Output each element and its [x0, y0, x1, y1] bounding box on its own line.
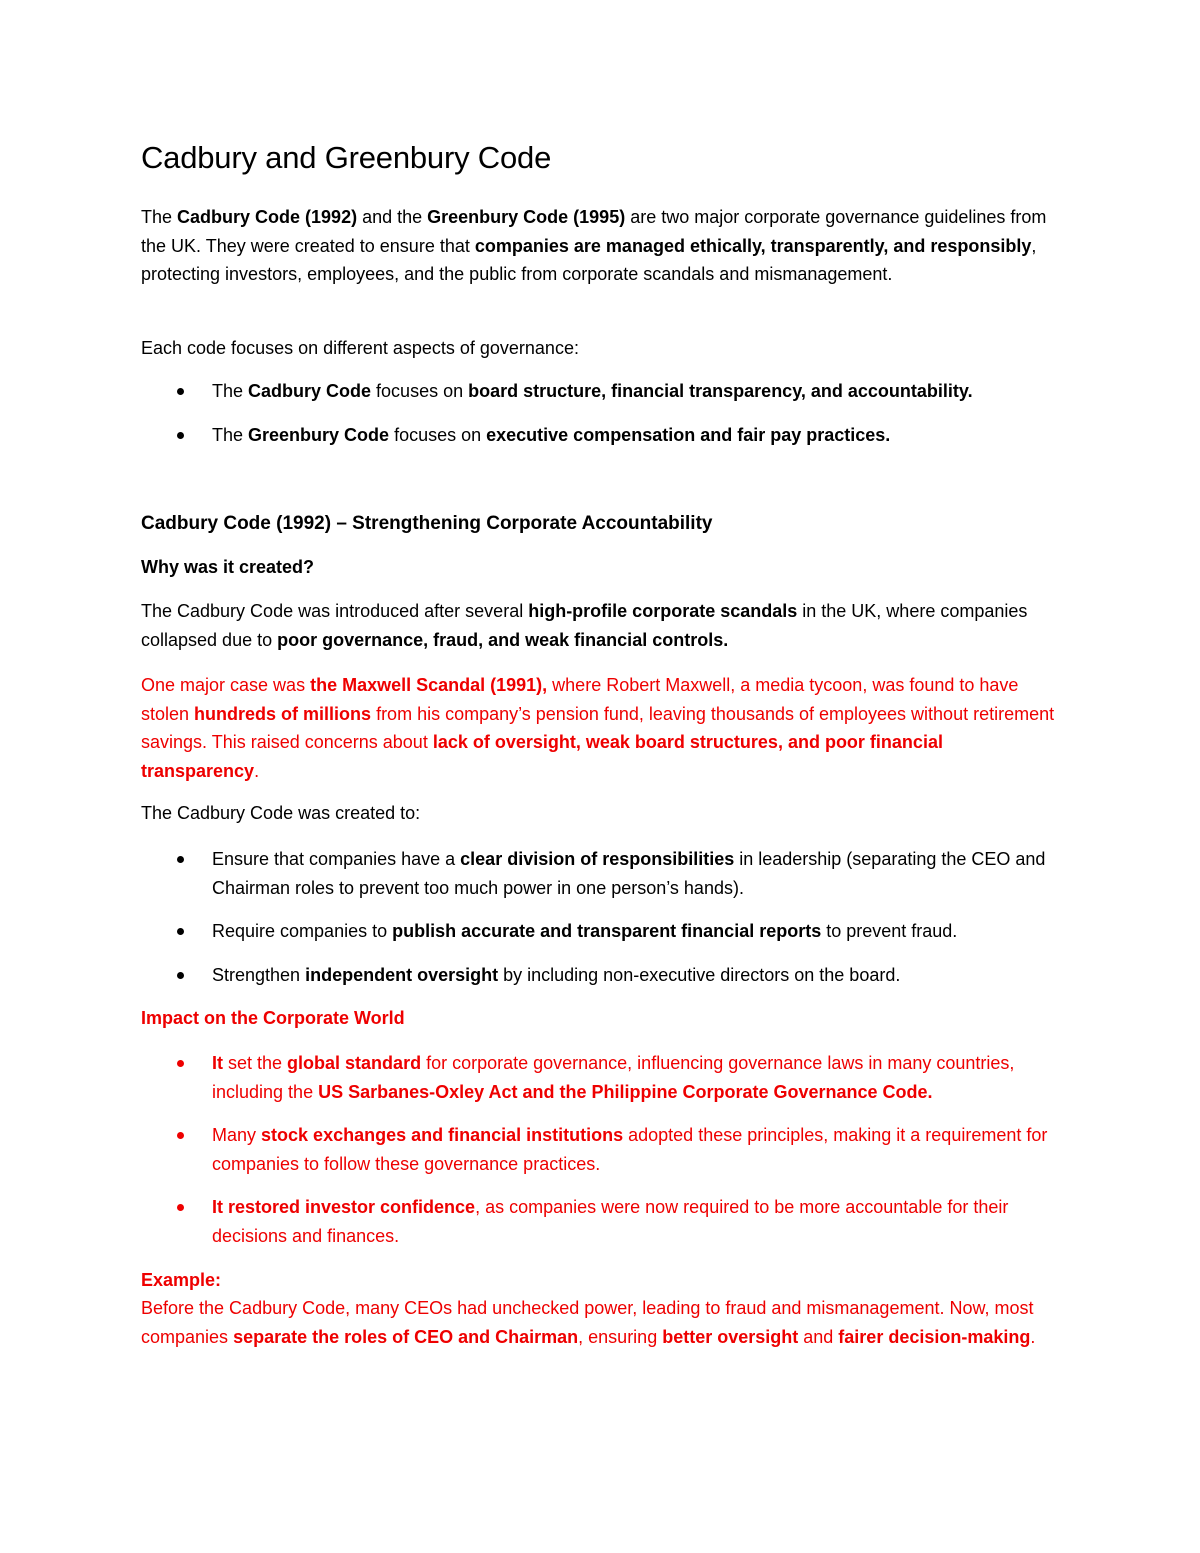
bullet-icon [177, 1204, 184, 1211]
created-to-intro: The Cadbury Code was created to: [141, 803, 421, 823]
text-run: . [254, 760, 260, 781]
list-item-text [212, 421, 1062, 450]
text-run: Many [212, 1125, 262, 1145]
bold-run: high-profile corporate scandals [528, 601, 798, 621]
why-heading: Why was it created? [141, 557, 315, 577]
bullet-icon [177, 972, 184, 979]
text-run: focuses on [371, 381, 469, 401]
text-run: . [1030, 1326, 1036, 1347]
text-run: from his company’s pension fund, leaving thousands of employees without retirement savings. This raised concerns about [141, 703, 1055, 752]
bold-run: independent oversight [305, 965, 499, 985]
text-run: by including non-executive directors on the board. [498, 965, 901, 985]
intro-bold-greenbury: Greenbury Code (1995) [427, 207, 626, 227]
text-run: focuses on [389, 425, 487, 445]
bold-run: Greenbury Code [248, 425, 390, 445]
bold-run: hundreds of millions [194, 703, 372, 724]
aspects-intro: Each code focuses on different aspects of governance: [141, 338, 579, 358]
text-run: Before the Cadbury Code, many CEOs had unchecked power, leading to fraud and mismanagement. Now, most companies [141, 1298, 1034, 1347]
bold-run: the Maxwell Scandal (1991), [310, 675, 548, 695]
text-run: where Robert Maxwell, a media tycoon, was found to have stolen [141, 675, 1019, 724]
text-run: adopted these principles, making it a requirement for companies to follow these governance practices. [212, 1125, 1048, 1174]
text-run: The [212, 381, 249, 401]
intro-text-4: , protecting investors, employees, and the public from corporate scandals and mismanagement. [141, 235, 1037, 284]
text-run: for corporate governance, influencing governance laws in many countries, including the [212, 1053, 1015, 1102]
text-run: set the [223, 1053, 288, 1073]
intro-paragraph [141, 203, 1061, 289]
list-item-text [212, 377, 1062, 406]
text-run: Ensure that companies have a [212, 849, 461, 869]
list-item-text [212, 1121, 1062, 1178]
bullet-icon [177, 928, 184, 935]
intro-bold-ethically: companies are managed ethically, transparently, and responsibly [474, 235, 1032, 256]
bold-run: executive compensation and fair pay practices. [486, 425, 891, 445]
text-run: to prevent fraud. [821, 921, 958, 941]
bold-run: publish accurate and transparent financial reports [392, 921, 822, 941]
impact-heading: Impact on the Corporate World [141, 1008, 405, 1028]
bold-run: stock exchanges and financial institutions [261, 1125, 624, 1145]
bold-run: board structure, financial transparency, and accountability. [468, 381, 973, 401]
list-item-text [212, 917, 1062, 946]
bold-run: It [212, 1053, 223, 1073]
document-title: Cadbury and Greenbury Code [141, 140, 552, 175]
text-run: in leadership (separating the CEO and Chairman roles to prevent too much power in one person’s hands). [212, 849, 1046, 898]
bullet-icon [177, 388, 184, 395]
bold-run: It restored investor confidence [212, 1197, 476, 1217]
list-item-text [212, 1193, 1062, 1250]
text-run: , ensuring [578, 1326, 663, 1347]
text-run: Require companies to [212, 921, 393, 941]
intro-bold-cadbury: Cadbury Code (1992) [177, 207, 358, 227]
why-paragraph [141, 597, 1061, 654]
intro-text-1: The [141, 207, 178, 227]
text-run: and [798, 1326, 839, 1347]
list-item-text [212, 845, 1062, 902]
bullet-icon [177, 432, 184, 439]
example-heading: Example: [141, 1270, 222, 1290]
text-run: Strengthen [212, 965, 306, 985]
bold-run: fairer decision-making [838, 1326, 1031, 1347]
bullet-icon [177, 856, 184, 863]
example-paragraph [141, 1294, 1061, 1351]
intro-text-2: and the [357, 207, 428, 227]
text-run: One major case was [141, 675, 311, 695]
maxwell-paragraph [141, 671, 1061, 785]
bold-run: global standard [287, 1053, 422, 1073]
list-item-text [212, 961, 1062, 990]
intro-text-3: are two major corporate governance guidelines from the UK. They were created to ensure that [141, 207, 1047, 256]
bold-run: US Sarbanes-Oxley Act and the Philippine Corporate Governance Code. [318, 1081, 933, 1102]
bullet-icon [177, 1132, 184, 1139]
bold-run: poor governance, fraud, and weak financial controls. [277, 629, 729, 650]
bold-run: clear division of responsibilities [460, 849, 735, 869]
bold-run: separate the roles of CEO and Chairman [233, 1326, 579, 1347]
bold-run: Cadbury Code [248, 381, 372, 401]
bold-run: better oversight [662, 1326, 799, 1347]
cadbury-section-heading: Cadbury Code (1992) – Strengthening Corporate Accountability [141, 513, 713, 534]
text-run: in the UK, where companies collapsed due to [141, 601, 1028, 650]
list-item-text [212, 1049, 1062, 1106]
text-run: The [212, 425, 249, 445]
bullet-icon [177, 1060, 184, 1067]
text-run: The Cadbury Code was introduced after several [141, 601, 529, 621]
text-run: , as companies were now required to be more accountable for their decisions and finances. [212, 1197, 1009, 1246]
bold-run: lack of oversight, weak board structures, and poor financial transparency [141, 732, 943, 781]
